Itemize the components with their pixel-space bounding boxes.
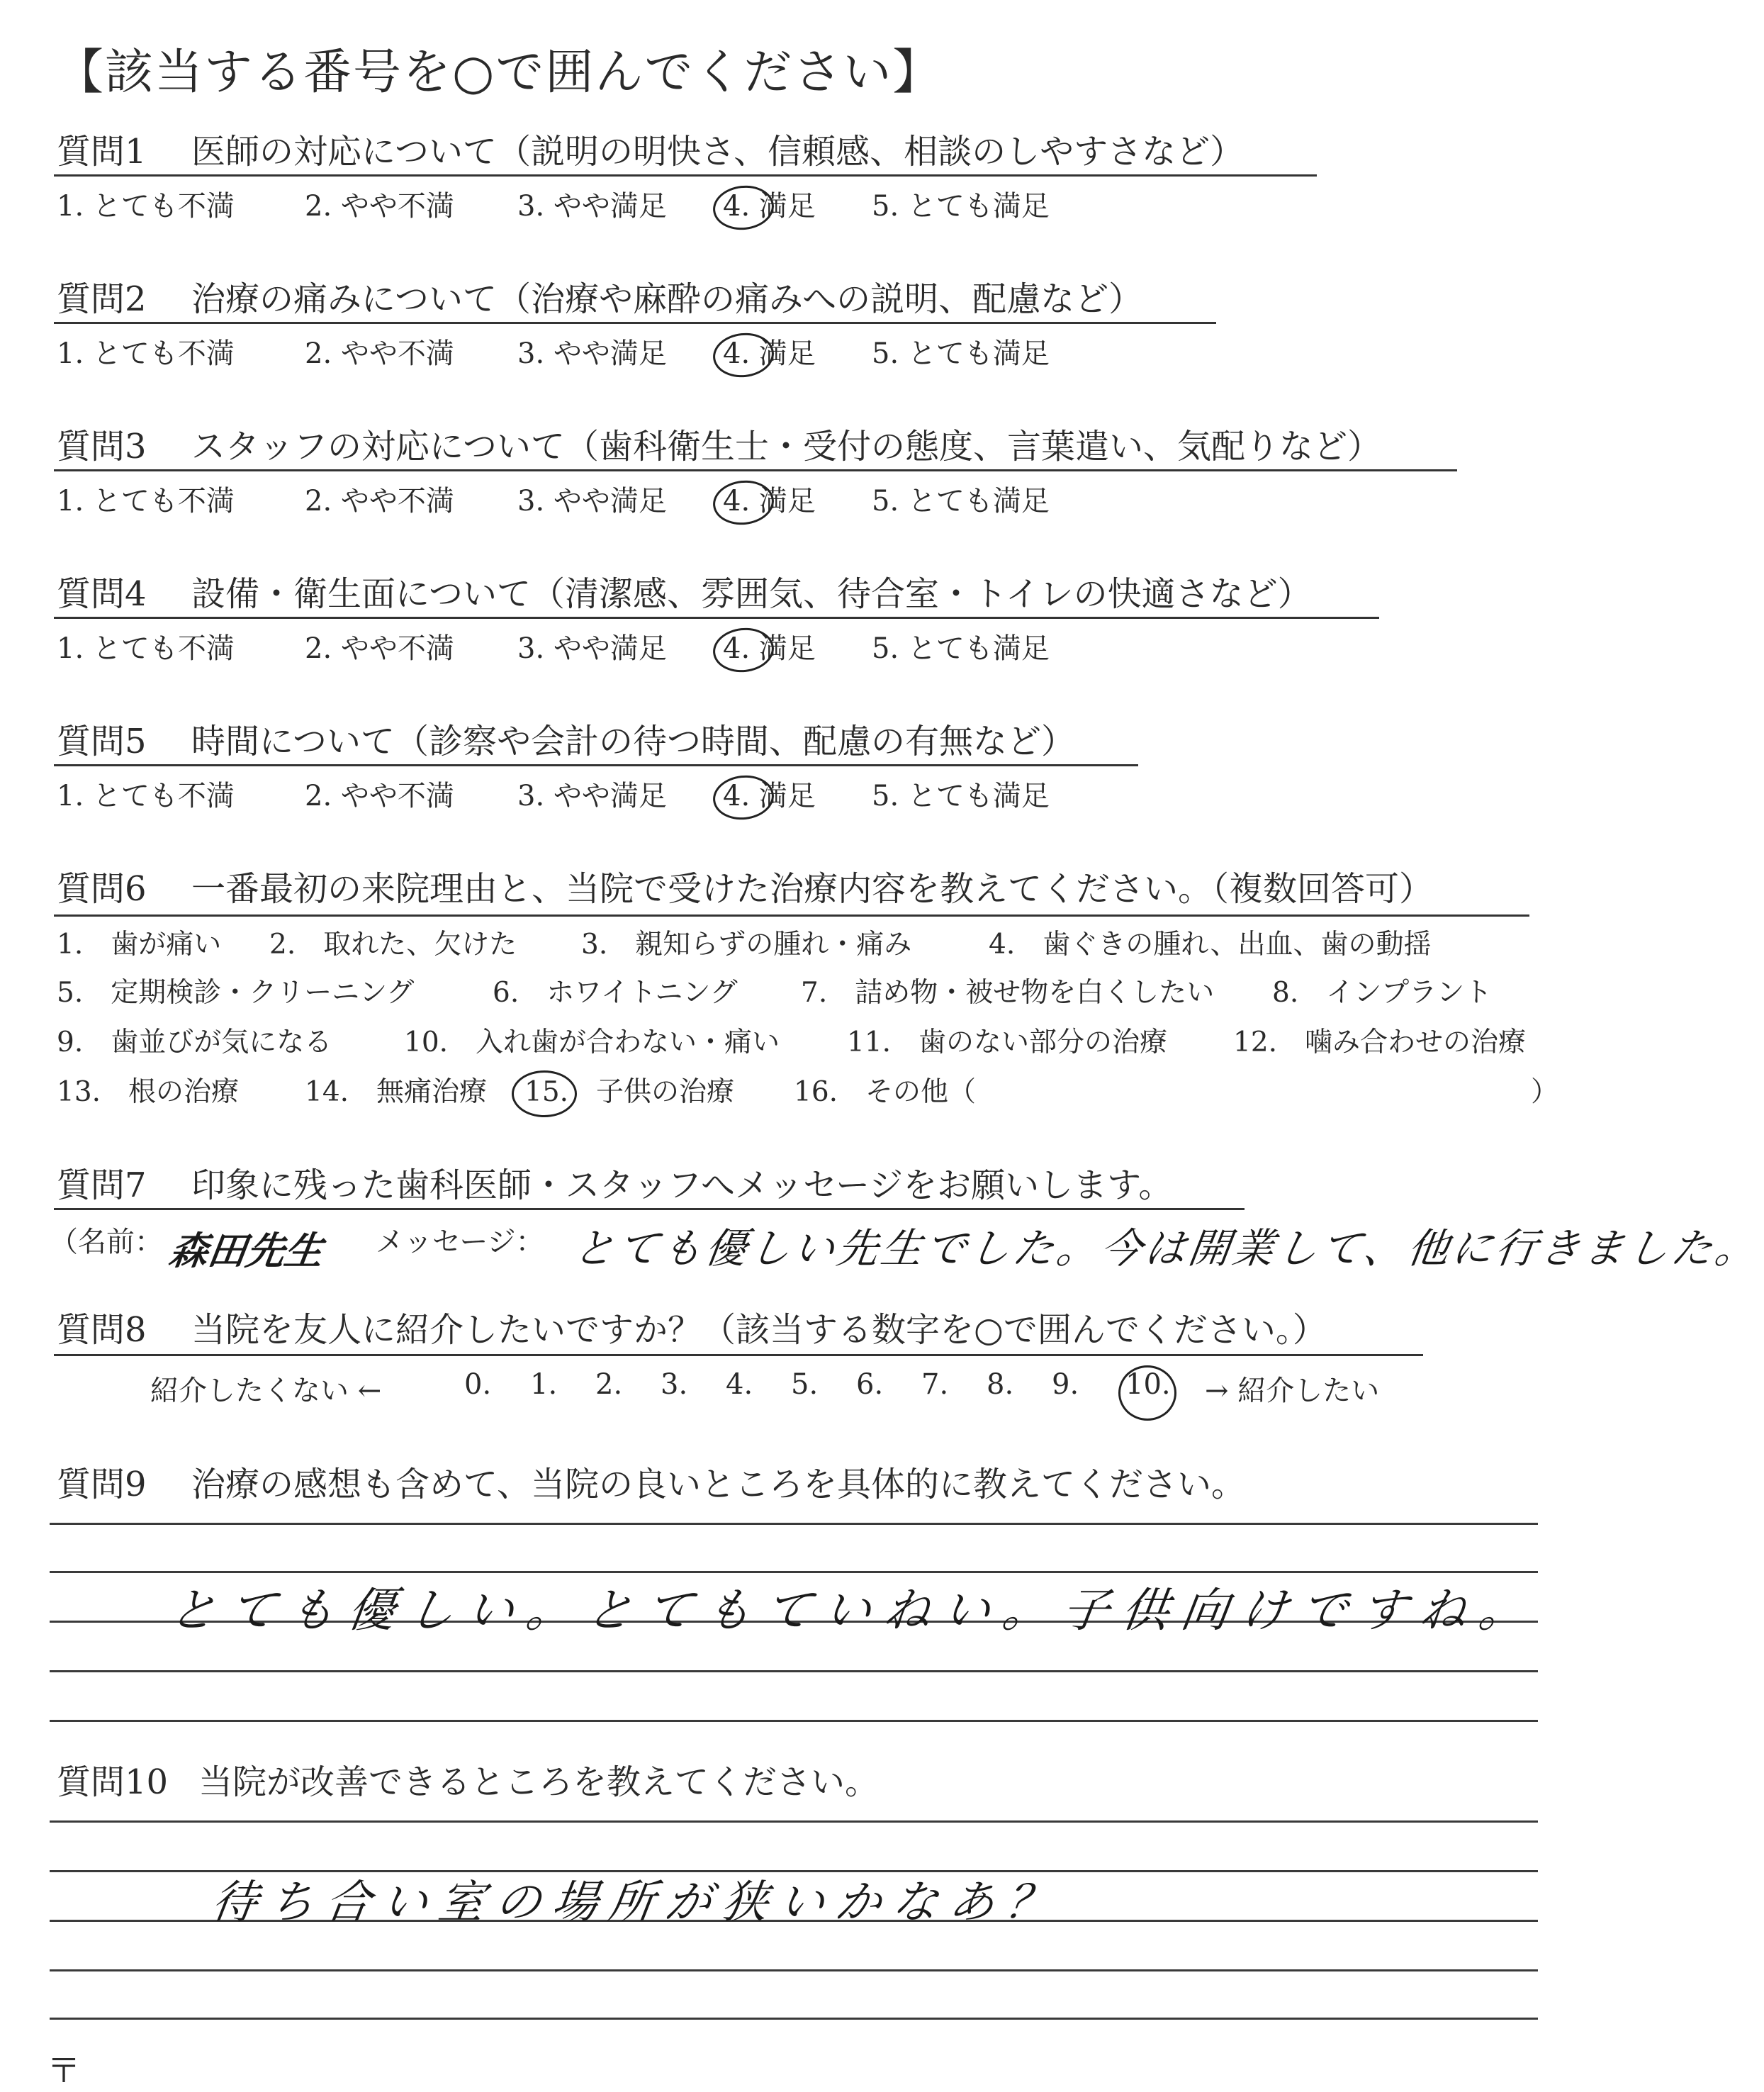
question-3-text: スタッフの対応について（歯科衛生士・受付の態度、言葉遣い、気配りなど） xyxy=(191,427,1382,466)
rating-option-5[interactable]: 5. とても満足 xyxy=(872,632,1050,665)
rating-option-5[interactable]: 5. とても満足 xyxy=(872,780,1050,812)
question-7-label: 質問7 xyxy=(57,1165,147,1205)
q7-name-label: （名前： xyxy=(50,1226,163,1258)
q8-right-label: → 紹介したい xyxy=(1205,1375,1380,1407)
rating-option-3[interactable]: 3. やや満足 xyxy=(517,632,667,665)
question-4 xyxy=(57,574,1312,614)
question-5-text: 時間について（診察や会計の待つ時間、配慮の有無など） xyxy=(191,722,1076,761)
rating-option-2[interactable]: 2. やや不満 xyxy=(305,190,454,223)
q6-option-9[interactable]: 9. 歯並びが気になる xyxy=(57,1027,332,1058)
question-8-underline xyxy=(54,1354,1423,1356)
q8-score-9[interactable]: 9. xyxy=(1052,1368,1079,1401)
q9-answer-line-4 xyxy=(50,1670,1538,1672)
rating-option-3[interactable]: 3. やや満足 xyxy=(517,780,667,812)
rating-option-5[interactable]: 5. とても満足 xyxy=(872,337,1050,370)
q8-score-8[interactable]: 8. xyxy=(987,1368,1014,1401)
rating-option-4-selected[interactable]: 4. 満足 xyxy=(723,780,816,812)
question-1 xyxy=(57,132,1245,172)
question-1-label: 質問1 xyxy=(57,132,147,172)
rating-option-3[interactable]: 3. やや満足 xyxy=(517,337,667,370)
q8-score-10-selected[interactable]: 10. xyxy=(1125,1368,1171,1401)
question-7-text: 印象に残った歯科医師・スタッフへメッセージをお願いします。 xyxy=(191,1165,1173,1205)
rating-option-1[interactable]: 1. とても不満 xyxy=(57,190,235,223)
question-7-underline xyxy=(54,1208,1245,1210)
question-9-text: 治療の感想も含めて、当院の良いところを具体的に教えてください。 xyxy=(191,1465,1246,1504)
question-2-text: 治療の痛みについて（治療や麻酔の痛みへの説明、配慮など） xyxy=(191,279,1143,319)
question-4-text: 設備・衛生面について（清潔感、雰囲気、待合室・トイレの快適さなど） xyxy=(191,574,1312,614)
question-3 xyxy=(57,427,1382,466)
q8-score-1[interactable]: 1. xyxy=(530,1368,558,1401)
question-6-label: 質問6 xyxy=(57,869,147,909)
question-10-label: 質問10 xyxy=(57,1762,169,1802)
q7-message-label: メッセージ： xyxy=(376,1226,544,1258)
q6-option-14[interactable]: 14. 無痛治療 xyxy=(305,1076,488,1108)
instruction-title: 【該当する番号を○で囲んでください】 xyxy=(55,45,943,101)
rating-option-4-selected[interactable]: 4. 満足 xyxy=(723,485,816,518)
q9-answer-handwritten[interactable]: とても優しい。とてもていねい。子供向けですね。 xyxy=(165,1583,1543,1638)
question-10 xyxy=(57,1762,880,1802)
q6-option-16-close: ） xyxy=(1531,1076,1559,1108)
question-3-label: 質問3 xyxy=(57,427,147,466)
q8-score-3[interactable]: 3. xyxy=(661,1368,688,1401)
q6-option-10[interactable]: 10. 入れ歯が合わない・痛い xyxy=(404,1027,780,1058)
q6-option-6[interactable]: 6. ホワイトニング xyxy=(493,977,738,1009)
rating-option-3[interactable]: 3. やや満足 xyxy=(517,485,667,518)
q8-score-7[interactable]: 7. xyxy=(921,1368,949,1401)
rating-option-1[interactable]: 1. とても不満 xyxy=(57,780,235,812)
question-5-label: 質問5 xyxy=(57,722,147,761)
q8-score-5[interactable]: 5. xyxy=(791,1368,819,1401)
q7-name-handwritten[interactable]: 森田先生 xyxy=(167,1229,326,1273)
q8-score-4[interactable]: 4. xyxy=(726,1368,753,1401)
q9-answer-line-5 xyxy=(50,1720,1538,1722)
question-2-underline xyxy=(54,322,1216,324)
question-2 xyxy=(57,279,1143,319)
q6-option-2[interactable]: 2. 取れた、欠けた xyxy=(269,929,517,961)
question-5 xyxy=(57,722,1076,761)
question-10-text: 当院が改善できるところを教えてください。 xyxy=(198,1762,880,1802)
question-1-underline xyxy=(54,174,1317,177)
question-6-text: 一番最初の来院理由と、当院で受けた治療内容を教えてください。（複数回答可） xyxy=(191,869,1434,909)
q10-answer-line-4 xyxy=(50,1969,1538,1971)
question-1-text: 医師の対応について（説明の明快さ、信頼感、相談のしやすさなど） xyxy=(191,132,1245,172)
q8-score-0[interactable]: 0. xyxy=(464,1368,492,1401)
q6-option-13[interactable]: 13. 根の治療 xyxy=(57,1076,240,1108)
q8-left-label: 紹介したくない ← xyxy=(150,1375,382,1407)
rating-option-1[interactable]: 1. とても不満 xyxy=(57,337,235,370)
question-6-underline xyxy=(54,914,1529,917)
q10-answer-handwritten[interactable]: 待ち合い室の場所が狭いかなあ？ xyxy=(208,1876,1067,1929)
question-8-text: 当院を友人に紹介したいですか？（該当する数字を○で囲んでください。） xyxy=(191,1310,1327,1350)
question-8-label: 質問8 xyxy=(57,1310,147,1350)
q10-answer-line-5 xyxy=(50,2018,1538,2020)
q6-option-15-selected[interactable]: 15. 子供の治療 xyxy=(524,1076,734,1109)
rating-option-4-selected[interactable]: 4. 満足 xyxy=(723,190,816,223)
selection-circle xyxy=(512,1070,577,1117)
rating-option-5[interactable]: 5. とても満足 xyxy=(872,190,1050,223)
q6-option-8[interactable]: 8. インプラント xyxy=(1272,977,1493,1009)
q8-score-2[interactable]: 2. xyxy=(595,1368,623,1401)
q6-option-4[interactable]: 4. 歯ぐきの腫れ、出血、歯の動揺 xyxy=(989,929,1432,961)
question-3-underline xyxy=(54,469,1457,471)
q9-answer-line-1 xyxy=(50,1523,1538,1525)
question-8 xyxy=(57,1310,1327,1350)
q6-option-1[interactable]: 1. 歯が痛い xyxy=(57,929,222,961)
question-7 xyxy=(57,1165,1173,1205)
question-9 xyxy=(57,1465,1246,1504)
q6-option-7[interactable]: 7. 詰め物・被せ物を白くしたい xyxy=(801,977,1215,1009)
rating-option-2[interactable]: 2. やや不満 xyxy=(305,632,454,665)
rating-option-2[interactable]: 2. やや不満 xyxy=(305,780,454,812)
q6-option-12[interactable]: 12. 噛み合わせの治療 xyxy=(1233,1027,1527,1058)
footer-note-partial: 〒 xyxy=(47,2051,82,2091)
q6-option-16[interactable]: 16. その他（ xyxy=(794,1076,977,1108)
question-5-underline xyxy=(54,764,1138,766)
rating-option-5[interactable]: 5. とても満足 xyxy=(872,485,1050,518)
question-4-label: 質問4 xyxy=(57,574,147,614)
q6-option-3[interactable]: 3. 親知らずの腫れ・痛み xyxy=(581,929,912,961)
rating-option-1[interactable]: 1. とても不満 xyxy=(57,485,235,518)
rating-option-4-selected[interactable]: 4. 満足 xyxy=(723,632,816,665)
q6-option-5[interactable]: 5. 定期検診・クリーニング xyxy=(57,977,415,1009)
q7-message-handwritten[interactable]: とても優しい先生でした。今は開業して、他に行きました。 xyxy=(570,1224,1763,1272)
rating-option-2[interactable]: 2. やや不満 xyxy=(305,337,454,370)
question-9-label: 質問9 xyxy=(57,1465,147,1504)
question-4-underline xyxy=(54,617,1379,619)
question-2-label: 質問2 xyxy=(57,279,147,319)
rating-option-2[interactable]: 2. やや不満 xyxy=(305,485,454,518)
rating-option-3[interactable]: 3. やや満足 xyxy=(517,190,667,223)
q6-option-11[interactable]: 11. 歯のない部分の治療 xyxy=(847,1027,1168,1058)
question-6 xyxy=(57,869,1434,909)
rating-option-1[interactable]: 1. とても不満 xyxy=(57,632,235,665)
rating-option-4-selected[interactable]: 4. 満足 xyxy=(723,337,816,370)
q10-answer-line-1 xyxy=(50,1820,1538,1823)
q8-score-6[interactable]: 6. xyxy=(856,1368,884,1401)
